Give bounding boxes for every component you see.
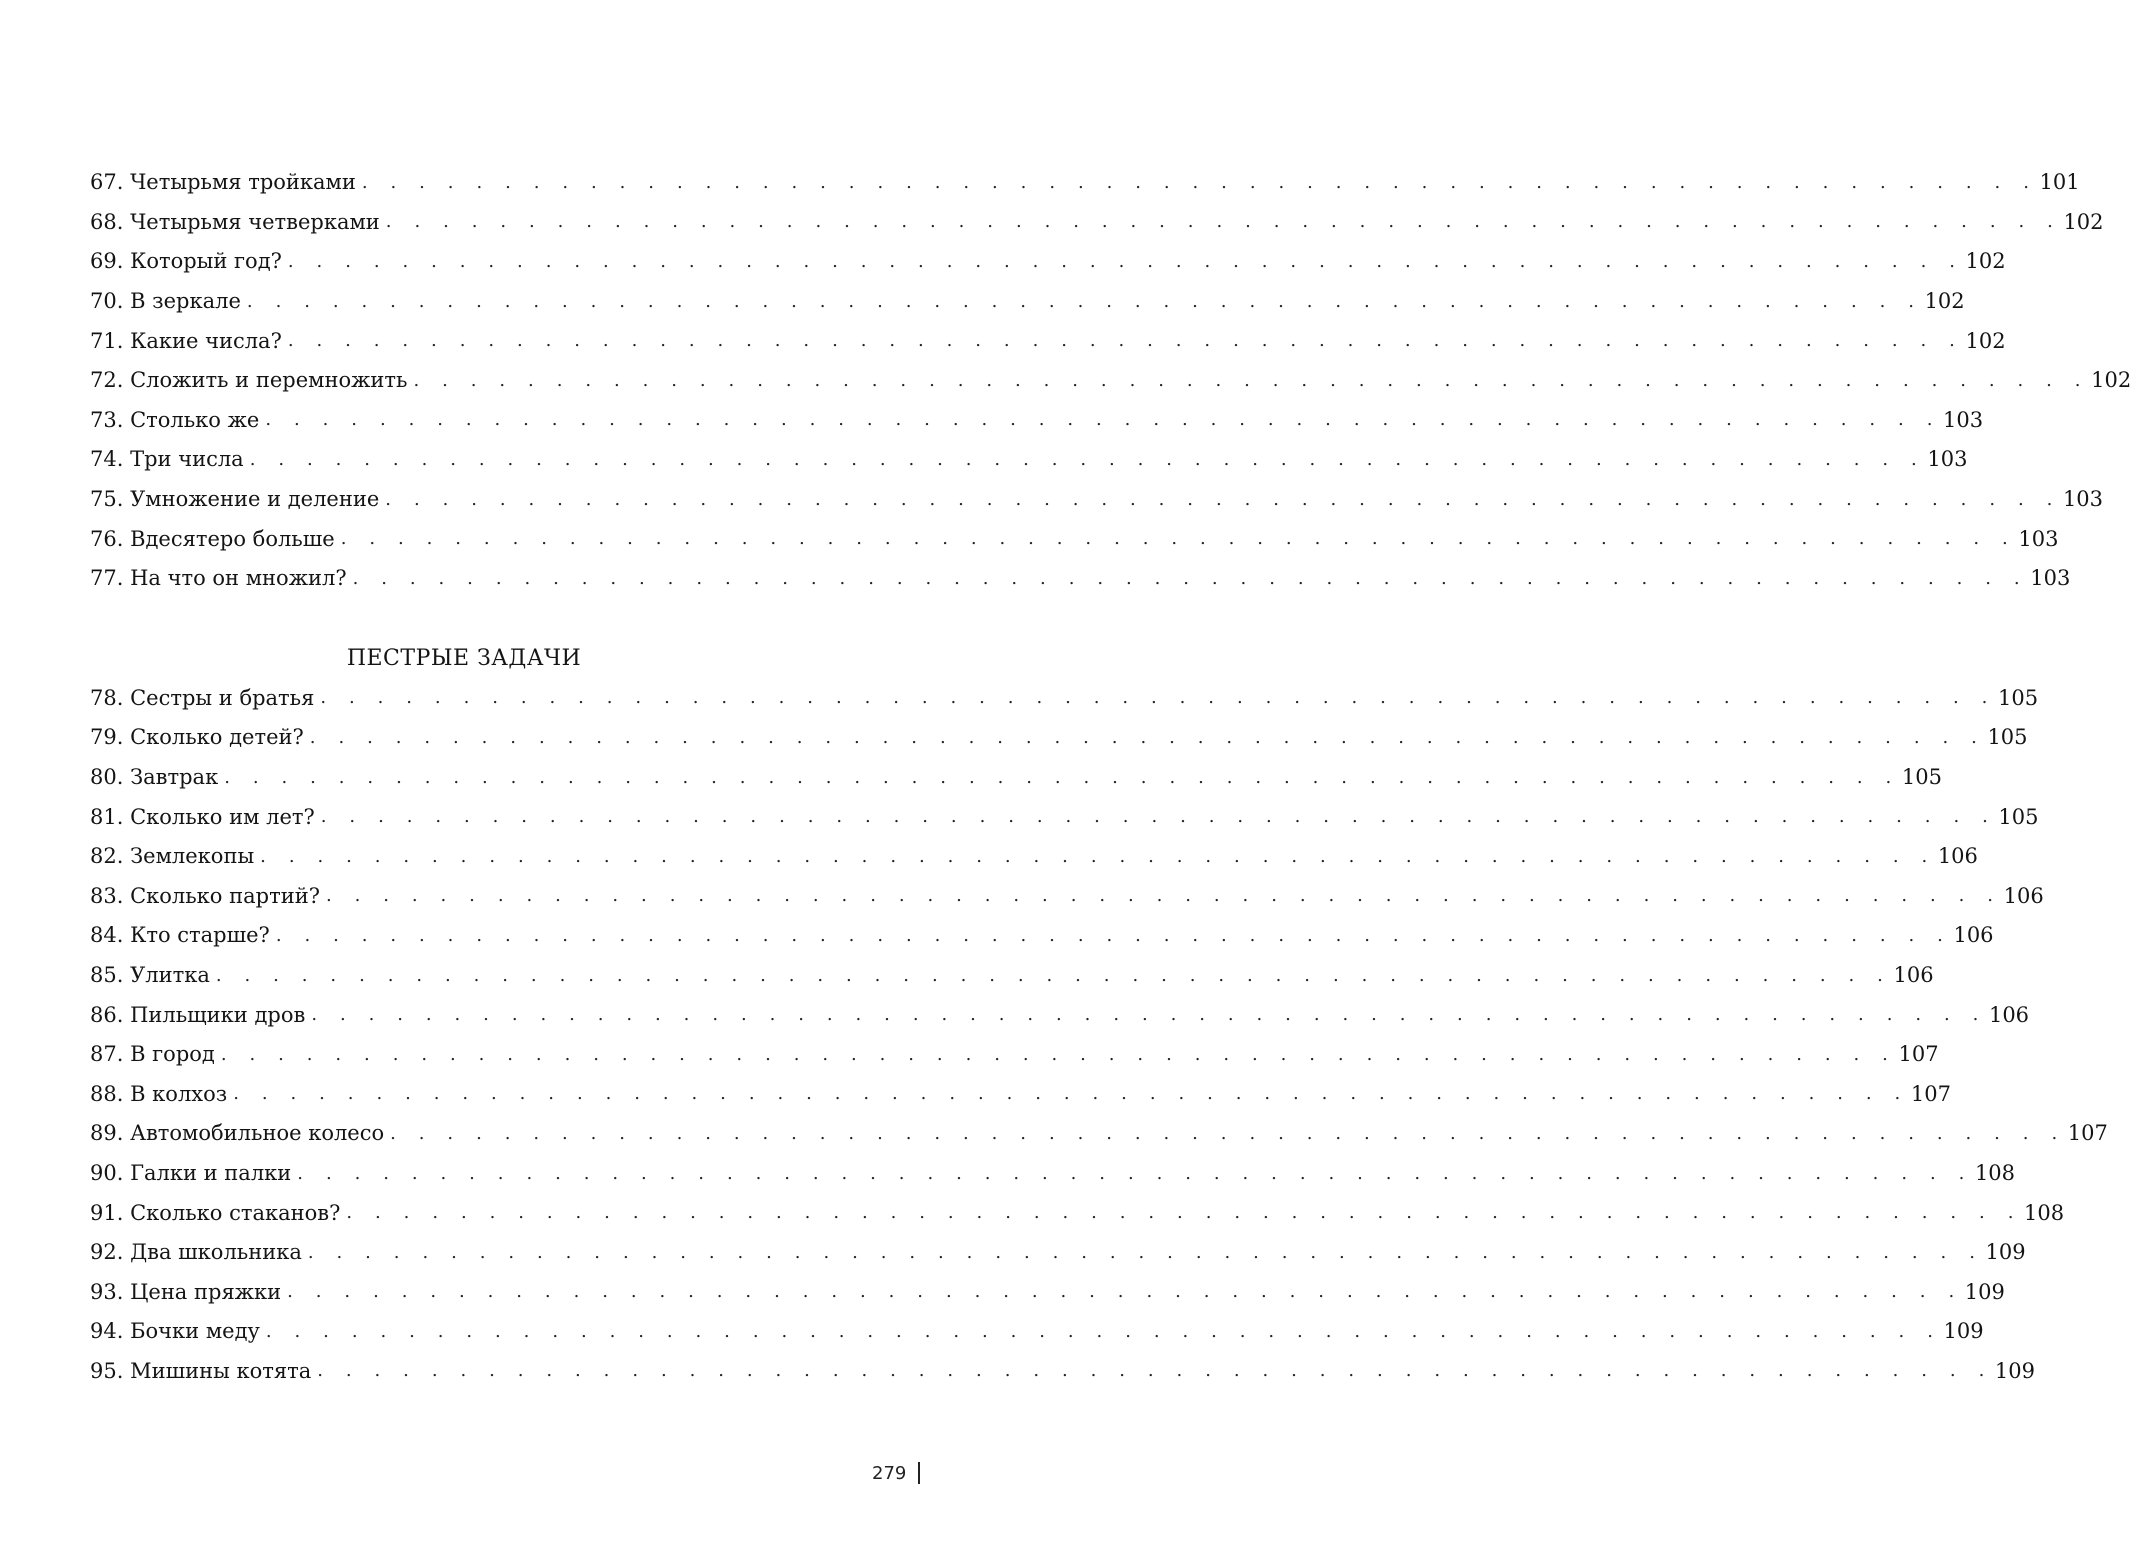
toc-entry[interactable] <box>90 242 2006 282</box>
toc-entry[interactable] <box>90 1154 2016 1194</box>
toc-entry-page: 102 <box>2063 209 2104 234</box>
toc-entry-title: 72. Сложить и перемножить <box>90 368 408 393</box>
toc-section-1 <box>90 163 2131 599</box>
toc-entry[interactable] <box>90 401 1984 441</box>
dot-leader: . . . . . . . . . . . . . . . . . . . . . . . . . . . . . . . . . . . . . . . . . . . . . . . . . . . . . . . . . . . <box>265 409 1942 431</box>
toc-entry-page: 107 <box>1898 1042 1939 1067</box>
dot-leader: . . . . . . . . . . . . . . . . . . . . . . . . . . . . . . . . . . . . . . . . . . . . . . . . . . . . . . . . . . . <box>325 885 2002 907</box>
dot-leader: . . . . . . . . . . . . . . . . . . . . . . . . . . . . . . . . . . . . . . . . . . . . . . . . . . . . . . . . . . . <box>265 1320 1942 1342</box>
toc-entry-page: 102 <box>1965 328 2006 353</box>
toc-entry-page: 106 <box>2003 883 2044 908</box>
dot-leader: . . . . . . . . . . . . . . . . . . . . . . . . . . . . . . . . . . . . . . . . . . . . . . . . . . . . . . . . . . . <box>320 687 1996 709</box>
toc-entry-page: 103 <box>2018 526 2059 551</box>
page-number: 279 <box>872 1462 907 1484</box>
toc-entry-title: 70. В зеркале <box>90 289 241 314</box>
toc-entry-title: 78. Сестры и братья <box>90 685 315 710</box>
toc-entry-page: 101 <box>2039 170 2080 195</box>
toc-entry-title: 89. Автомобильное колесо <box>90 1121 385 1146</box>
dot-leader: . . . . . . . . . . . . . . . . . . . . . . . . . . . . . . . . . . . . . . . . . . . . . . . . . . . . . . . . . . . <box>346 1202 2023 1224</box>
toc-entry-title: 77. На что он множил? <box>90 566 347 591</box>
toc-entry[interactable] <box>90 163 2080 203</box>
dot-leader: . . . . . . . . . . . . . . . . . . . . . . . . . . . . . . . . . . . . . . . . . . . . . . . . . . . . . . . . . . . <box>233 1083 1909 1105</box>
toc-entry-page: 106 <box>1893 963 1934 988</box>
toc-entry-page: 103 <box>2030 566 2071 591</box>
toc-entry-title: 95. Мишины котята <box>90 1358 312 1383</box>
toc-entry[interactable] <box>90 995 2030 1035</box>
toc-entry-page: 107 <box>2067 1121 2108 1146</box>
toc-entry-page: 105 <box>1901 765 1942 790</box>
toc-entry-page: 108 <box>2024 1200 2065 1225</box>
dot-leader: . . . . . . . . . . . . . . . . . . . . . . . . . . . . . . . . . . . . . . . . . . . . . . . . . . . . . . . . . . . <box>311 1004 1987 1026</box>
toc-entry-page: 105 <box>1998 804 2039 829</box>
toc-entry[interactable] <box>90 837 1978 877</box>
dot-leader: . . . . . . . . . . . . . . . . . . . . . . . . . . . . . . . . . . . . . . . . . . . . . . . . . . . . . . . . . . . <box>317 1360 1993 1382</box>
toc-entry[interactable] <box>90 1233 2026 1273</box>
dot-leader: . . . . . . . . . . . . . . . . . . . . . . . . . . . . . . . . . . . . . . . . . . . . . . . . . . . . . . . . . . . <box>413 369 2090 391</box>
toc-entry-title: 74. Три числа <box>90 447 244 472</box>
dot-leader: . . . . . . . . . . . . . . . . . . . . . . . . . . . . . . . . . . . . . . . . . . . . . . . . . . . . . . . . . . . <box>287 330 1964 352</box>
toc-entry-page: 106 <box>1953 923 1994 948</box>
dot-leader: . . . . . . . . . . . . . . . . . . . . . . . . . . . . . . . . . . . . . . . . . . . . . . . . . . . . . . . . . . . <box>215 964 1892 986</box>
dot-leader: . . . . . . . . . . . . . . . . . . . . . . . . . . . . . . . . . . . . . . . . . . . . . . . . . . . . . . . . . . . <box>275 924 1952 946</box>
toc-entry-page: 105 <box>1998 685 2039 710</box>
toc-entry-page: 109 <box>1985 1240 2026 1265</box>
toc-entry-title: 79. Сколько детей? <box>90 725 304 750</box>
toc-entry[interactable] <box>90 758 1942 798</box>
toc-entry[interactable] <box>90 480 2104 520</box>
toc-section-2 <box>90 639 2108 1391</box>
toc-entries-2 <box>90 679 2108 1392</box>
dot-leader: . . . . . . . . . . . . . . . . . . . . . . . . . . . . . . . . . . . . . . . . . . . . . . . . . . . . . . . . . . . <box>385 211 2062 233</box>
toc-entry-title: 73. Столько же <box>90 407 260 432</box>
toc-entry-page: 109 <box>1994 1358 2035 1383</box>
toc-entry-title: 68. Четырьмя четверками <box>90 209 380 234</box>
dot-leader: . . . . . . . . . . . . . . . . . . . . . . . . . . . . . . . . . . . . . . . . . . . . . . . . . . . . . . . . . . . <box>246 290 1923 312</box>
toc-entry-title: 91. Сколько стаканов? <box>90 1200 341 1225</box>
toc-entry[interactable] <box>90 1075 1951 1115</box>
dot-leader: . . . . . . . . . . . . . . . . . . . . . . . . . . . . . . . . . . . . . . . . . . . . . . . . . . . . . . . . . . . <box>297 1162 1973 1184</box>
toc-entry-title: 90. Галки и палки <box>90 1161 292 1186</box>
toc-entry[interactable] <box>90 718 2028 758</box>
toc-entry-title: 82. Землекопы <box>90 844 255 869</box>
toc-entry[interactable] <box>90 321 2006 361</box>
footer-rule <box>918 1462 920 1484</box>
toc-entry-title: 92. Два школьника <box>90 1240 302 1265</box>
dot-leader: . . . . . . . . . . . . . . . . . . . . . . . . . . . . . . . . . . . . . . . . . . . . . . . . . . . . . . . . . . . <box>224 766 1900 788</box>
toc-entry-title: 88. В колхоз <box>90 1081 228 1106</box>
toc-entry-page: 105 <box>1987 725 2028 750</box>
dot-leader: . . . . . . . . . . . . . . . . . . . . . . . . . . . . . . . . . . . . . . . . . . . . . . . . . . . . . . . . . . . <box>361 171 2038 193</box>
toc-entry-page: 102 <box>2091 368 2131 393</box>
toc-entry-page: 109 <box>1964 1279 2005 1304</box>
toc-entry-page: 106 <box>1937 844 1978 869</box>
toc-entry-title: 69. Который год? <box>90 249 282 274</box>
dot-leader: . . . . . . . . . . . . . . . . . . . . . . . . . . . . . . . . . . . . . . . . . . . . . . . . . . . . . . . . . . . <box>309 726 1986 748</box>
dot-leader: . . . . . . . . . . . . . . . . . . . . . . . . . . . . . . . . . . . . . . . . . . . . . . . . . . . . . . . . . . . <box>307 1241 1984 1263</box>
dot-leader: . . . . . . . . . . . . . . . . . . . . . . . . . . . . . . . . . . . . . . . . . . . . . . . . . . . . . . . . . . . <box>320 806 1997 828</box>
toc-entry-page: 109 <box>1943 1319 1984 1344</box>
toc-entry[interactable] <box>90 361 2131 401</box>
toc-entry-title: 71. Какие числа? <box>90 328 282 353</box>
toc-entry[interactable] <box>90 1273 2005 1313</box>
toc-entry-title: 83. Сколько партий? <box>90 883 320 908</box>
dot-leader: . . . . . . . . . . . . . . . . . . . . . . . . . . . . . . . . . . . . . . . . . . . . . . . . . . . . . . . . . . . <box>352 567 2029 589</box>
toc-entry-title: 81. Сколько им лет? <box>90 804 315 829</box>
toc-entry-title: 93. Цена пряжки <box>90 1279 282 1304</box>
toc-entry[interactable] <box>90 519 2059 559</box>
page-footer <box>872 1462 920 1484</box>
toc-entry-title: 94. Бочки меду <box>90 1319 260 1344</box>
toc-entry-page: 108 <box>1974 1161 2016 1186</box>
toc-entry[interactable] <box>90 559 2071 599</box>
toc-entry[interactable] <box>90 1312 1984 1352</box>
dot-leader: . . . . . . . . . . . . . . . . . . . . . . . . . . . . . . . . . . . . . . . . . . . . . . . . . . . . . . . . . . . <box>385 488 2061 510</box>
dot-leader: . . . . . . . . . . . . . . . . . . . . . . . . . . . . . . . . . . . . . . . . . . . . . . . . . . . . . . . . . . . <box>220 1043 1897 1065</box>
toc-entry[interactable] <box>90 282 1965 322</box>
toc-entry-title: 67. Четырьмя тройками <box>90 170 356 195</box>
toc-entry-page: 106 <box>1988 1002 2030 1027</box>
toc-entry-title: 84. Кто старше? <box>90 923 270 948</box>
toc-entry[interactable] <box>90 679 2039 719</box>
toc-entry[interactable] <box>90 1352 2035 1392</box>
dot-leader: . . . . . . . . . . . . . . . . . . . . . . . . . . . . . . . . . . . . . . . . . . . . . . . . . . . . . . . . . . . <box>340 528 2017 550</box>
toc-entry[interactable] <box>90 1193 2065 1233</box>
toc-entry-page: 102 <box>1924 289 1965 314</box>
section-heading: ПЕСТРЫЕ ЗАДАЧИ <box>346 646 582 672</box>
toc-entry-title: 80. Завтрак <box>90 765 219 790</box>
toc-entry-title: 76. Вдесятеро больше <box>90 526 335 551</box>
toc-entries-1 <box>90 163 2131 599</box>
dot-leader: . . . . . . . . . . . . . . . . . . . . . . . . . . . . . . . . . . . . . . . . . . . . . . . . . . . . . . . . . . . <box>390 1122 2066 1144</box>
toc-entry[interactable] <box>90 1114 2108 1154</box>
toc-entry[interactable] <box>90 440 1968 480</box>
toc-entry[interactable] <box>90 916 1994 956</box>
toc-entry-page: 102 <box>1965 249 2006 274</box>
toc-entry-title: 87. В город <box>90 1042 215 1067</box>
toc-entry[interactable] <box>90 877 2044 917</box>
toc-entry[interactable] <box>90 797 2039 837</box>
dot-leader: . . . . . . . . . . . . . . . . . . . . . . . . . . . . . . . . . . . . . . . . . . . . . . . . . . . . . . . . . . . <box>260 845 1936 867</box>
toc-entry-page: 103 <box>1943 407 1984 432</box>
toc-entry-page: 103 <box>1927 447 1968 472</box>
dot-leader: . . . . . . . . . . . . . . . . . . . . . . . . . . . . . . . . . . . . . . . . . . . . . . . . . . . . . . . . . . . <box>287 250 1964 272</box>
toc-entry[interactable] <box>90 203 2104 243</box>
dot-leader: . . . . . . . . . . . . . . . . . . . . . . . . . . . . . . . . . . . . . . . . . . . . . . . . . . . . . . . . . . . <box>287 1281 1963 1303</box>
dot-leader: . . . . . . . . . . . . . . . . . . . . . . . . . . . . . . . . . . . . . . . . . . . . . . . . . . . . . . . . . . . <box>249 448 1926 470</box>
toc-entry[interactable] <box>90 1035 1939 1075</box>
toc-entry-page: 103 <box>2062 487 2104 512</box>
toc-entry[interactable] <box>90 956 1934 996</box>
toc-entry-page: 107 <box>1910 1081 1951 1106</box>
toc-entry-title: 86. Пильщики дров <box>90 1002 306 1027</box>
toc-entry-title: 75. Умножение и деление <box>90 487 380 512</box>
toc-entry-title: 85. Улитка <box>90 963 210 988</box>
